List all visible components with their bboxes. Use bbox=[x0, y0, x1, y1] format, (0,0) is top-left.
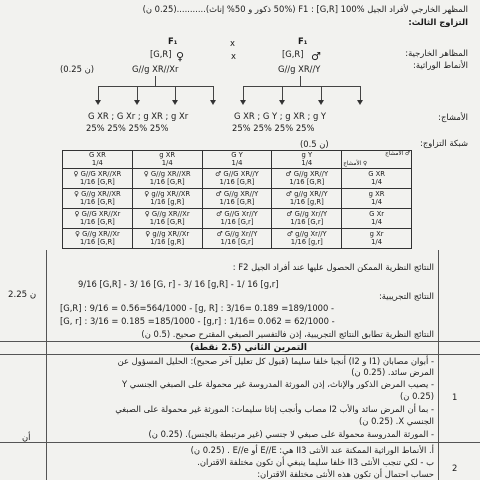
grid-cell: ♀ G//g XR//XR 1/16 [G,R] bbox=[132, 169, 202, 189]
answer-line: (0.25 ن) bbox=[399, 391, 434, 401]
phenotypes-label: المظاهر الخارجية: bbox=[405, 48, 468, 58]
question-number-2: 2 bbox=[452, 463, 458, 473]
grid-cell: ♀ G//G XR//XR 1/16 [G,R] bbox=[63, 169, 133, 189]
grid-col-header: G XR 1/4 bbox=[63, 151, 133, 169]
answer-line: - بما أن المرض سائد والأب I2 مصاب وأنجب إناثا سليمات: المورثة غير محمولة على الصبغي bbox=[115, 404, 434, 414]
grid-row-header: G XR 1/4 bbox=[342, 169, 412, 189]
grid-row-header: g XR 1/4 bbox=[342, 189, 412, 209]
grid-cell: ♀ G//g XR//Xr 1/16 [G,R] bbox=[132, 209, 202, 229]
phenotype-left: [G,R] bbox=[150, 49, 172, 59]
answer-line: ب - لكي تنجب الأنثى II3 خلفا سليما ينبغي أن تكون مختلفة الاقتران. bbox=[197, 457, 434, 467]
experimental-line-1: [G,R] : 9/16 = 0.56=564/1000 - [g, R] : 3/16= 0.189 =189/1000 - bbox=[60, 303, 335, 313]
grid-cell: ♂ G//G XR//Y 1/16 [G,R] bbox=[202, 169, 272, 189]
grid-cell: ♀ g//g XR//XR 1/16 [g,R] bbox=[132, 189, 202, 209]
genotypes-label: الأنماط الوراثية: bbox=[413, 60, 468, 70]
grid-cell: ♀ g//g XR//Xr 1/16 [g,R] bbox=[132, 229, 202, 249]
theory-title: النتائج النظرية الممكن الحصول عليها عند أفراد الجيل F2 : bbox=[232, 262, 434, 272]
conclusion: النتائج النظرية تطابق النتائج التجريبية، إذن فالتفسير الصبغي المقترح صحيح. (0.5 ن) bbox=[141, 329, 434, 339]
grid-col-header: g Y 1/4 bbox=[272, 151, 342, 169]
gametes-label: الأمشاج: bbox=[438, 112, 468, 122]
f1-right-label: F₁ bbox=[298, 36, 308, 46]
left-margin-mark: أن bbox=[22, 432, 31, 442]
answer-line: الجنسي X. (0.25 ن) bbox=[358, 416, 434, 426]
gametes-female-pct: 25% 25% 25% 25% bbox=[86, 123, 169, 133]
f1-left-label: F₁ bbox=[168, 36, 178, 46]
grid-title: شبكة التزاوج: bbox=[420, 138, 468, 148]
theory-results: 9/16 [G,R] - 3/ 16 [G, r] - 3/ 16 [g,R] - 1/ 16 [g,r] bbox=[78, 279, 279, 289]
gametes-male-pct: 25% 25% 25% 25% bbox=[232, 123, 315, 133]
grid-cell: ♀ G//g XR//XR 1/16 [G,R] bbox=[63, 189, 133, 209]
experimental-title: النتائج التجريبية: bbox=[378, 291, 434, 301]
grid-cell: ♂ G//g Xr//Y 1/16 [G,r] bbox=[272, 209, 342, 229]
answer-line: - أبوان مصابان (I1 و I2) أنجبا خلفا سليما (قبول كل تعليل آخر صحيح): الحليل المسؤول عن bbox=[117, 356, 434, 366]
grid-row-header: g Xr 1/4 bbox=[342, 229, 412, 249]
cross-score: (0.25 ن) bbox=[60, 64, 95, 74]
answer-line: حساب احتمال أن تكون هذه الأنثى مختلفة الاقتران: bbox=[257, 469, 434, 479]
grid-row-header: G Xr 1/4 bbox=[342, 209, 412, 229]
grid-cell: ♂ g//g XR//Y 1/16 [g,R] bbox=[272, 189, 342, 209]
grid-col-header: g XR 1/4 bbox=[132, 151, 202, 169]
grid-cell: ♂ G//g XR//Y 1/16 [G,R] bbox=[202, 189, 272, 209]
exercise2-title: التمرين الثاني (2.5 نقطة) bbox=[190, 343, 307, 353]
genotype-right: G//g XR//Y bbox=[278, 64, 321, 74]
female-symbol: ♀ bbox=[176, 50, 185, 63]
side-score: 2.25 ن bbox=[8, 290, 37, 300]
grid-cell: ♂ G//g XR//Y 1/16 [G,R] bbox=[272, 169, 342, 189]
phenotype-right: [G,R] bbox=[282, 49, 304, 59]
answer-line: أ. الأنماط الوراثية الممكنة عند الأنثى II3 هي: E//E أو E//e . (0.25 ن) bbox=[190, 445, 434, 455]
male-symbol: ♂ bbox=[311, 50, 321, 63]
third-cross-title: التزاوج الثالث: bbox=[408, 17, 468, 27]
grid-corner: الأمشاج ♂ الأمشاج ♀ bbox=[343, 151, 410, 167]
grid-cell: ♀ G//G XR//Xr 1/16 [G,R] bbox=[63, 209, 133, 229]
cross-symbol-2: x bbox=[231, 51, 236, 61]
gametes-female: G XR ; G Xr ; g XR ; g Xr bbox=[88, 111, 189, 121]
punnett-grid bbox=[62, 150, 412, 249]
question-number-1: 1 bbox=[452, 392, 458, 402]
experimental-line-2: [G, r] : 3/16 = 0.185 =185/1000 - [g,r] : 1/16= 0.062 = 62/1000 - bbox=[60, 316, 335, 326]
grid-cell: ♂ G//g Xr//Y 1/16 [G,r] bbox=[202, 229, 272, 249]
header-line-phenotype: المظهر الخارجي لأفراد الجيل F1 : [G,R] 100% (50% ذكور و 50% إناث)...........(0.25 ن) bbox=[142, 4, 468, 14]
answer-line: - المورثة المدروسة محمولة على صبغي لا جنسي (غير مرتبطة بالجنس). (0.25 ن) bbox=[148, 429, 434, 439]
grid-cell: ♂ G//G Xr//Y 1/16 [G,r] bbox=[202, 209, 272, 229]
answer-line: المرض سائد. (0.25 ن) bbox=[351, 367, 434, 377]
grid-score: (0.5 ن) bbox=[300, 139, 329, 149]
cross-symbol-1: x bbox=[230, 38, 235, 48]
grid-cell: ♀ G//g XR//Xr 1/16 [G,R] bbox=[63, 229, 133, 249]
gametes-male: G XR ; G Y ; g XR ; g Y bbox=[234, 111, 327, 121]
answer-line: - يصيب المرض الذكور والإناث، إذن المورثة المدروسة غير محمولة على الصبغي الجنسي Y bbox=[122, 379, 434, 389]
genotype-left: G//g XR//Xr bbox=[132, 64, 179, 74]
grid-cell: ♂ g//g Xr//Y 1/16 [g,r] bbox=[272, 229, 342, 249]
grid-col-header: G Y 1/4 bbox=[202, 151, 272, 169]
